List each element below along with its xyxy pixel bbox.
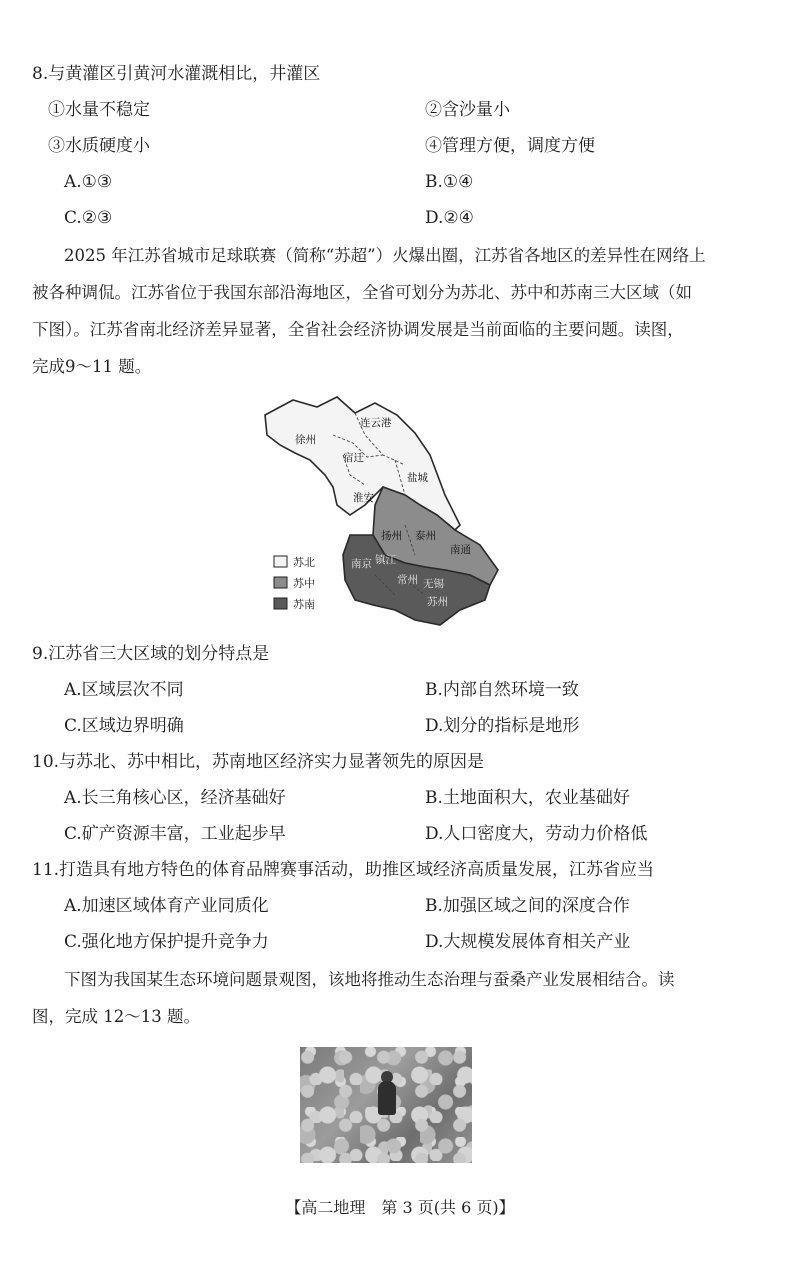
question-10-option-b: B.土地面积大，农业基础好 — [425, 788, 630, 808]
question-9-option-c: C.区域边界明确 — [64, 716, 184, 736]
question-10-stem: 10.与苏北、苏中相比，苏南地区经济实力显著领先的原因是 — [32, 752, 485, 772]
question-10-option-d: D.人口密度大，劳动力价格低 — [425, 824, 648, 844]
intro-1-line-2: 被各种调侃。江苏省位于我国东部沿海地区，全省可划分为苏北、苏中和苏南三大区域（如 — [32, 283, 692, 302]
city-nantong: 南通 — [450, 544, 471, 556]
landscape-photo — [300, 1047, 472, 1163]
question-9-option-a: A.区域层次不同 — [64, 680, 184, 700]
question-9-option-b: B.内部自然环境一致 — [425, 680, 579, 700]
city-changzhou: 常州 — [397, 574, 418, 586]
question-8-stem: 8.与黄灌区引黄河水灌溉相比，井灌区 — [32, 64, 321, 84]
question-11-stem: 11.打造具有地方特色的体育品牌赛事活动，助推区域经济高质量发展，江苏省应当 — [32, 860, 655, 880]
city-suzhou: 苏州 — [427, 596, 448, 608]
question-11-option-b: B.加强区域之间的深度合作 — [425, 896, 630, 916]
city-yangzhou: 扬州 — [381, 530, 402, 542]
intro-1-line-3: 下图）。江苏省南北经济差异显著，全省社会经济协调发展是当前面临的主要问题。读图， — [32, 320, 684, 339]
jiangsu-region-map — [255, 395, 505, 630]
intro-1-line-1: 2025 年江苏省城市足球联赛（简称“苏超”）火爆出圈，江苏省各地区的差异性在网络上 — [64, 246, 706, 265]
question-8-option-d: D.②④ — [425, 208, 474, 228]
city-xuzhou: 徐州 — [295, 434, 316, 446]
question-11-option-d: D.大规模发展体育相关产业 — [425, 932, 631, 952]
question-9-stem: 9.江苏省三大区域的划分特点是 — [32, 644, 270, 664]
city-taizhou: 泰州 — [415, 530, 436, 542]
question-8-item-2: ②含沙量小 — [425, 100, 510, 120]
legend-label-sunan: 苏南 — [293, 598, 315, 611]
page-footer: 【高二地理 第 3 页(共 6 页)】 — [285, 1198, 515, 1217]
legend-label-suzhong: 苏中 — [293, 577, 315, 590]
city-nanjing: 南京 — [351, 558, 372, 570]
legend-swatch-sunan — [274, 598, 287, 609]
question-8-item-3: ③水质硬度小 — [48, 136, 150, 156]
intro-paragraph-2 — [32, 961, 768, 1035]
legend-label-subei: 苏北 — [293, 556, 315, 569]
legend-swatch-suzhong — [274, 577, 287, 588]
question-10-option-a: A.长三角核心区，经济基础好 — [64, 788, 286, 808]
question-8-item-1: ①水量不稳定 — [48, 100, 150, 120]
person-figure — [378, 1081, 396, 1115]
city-huaian: 淮安 — [353, 492, 374, 504]
intro-1-line-4: 完成9～11 题。 — [32, 357, 152, 376]
intro-2-line-2: 图，完成 12～13 题。 — [32, 1007, 200, 1026]
map-legend — [274, 555, 315, 611]
city-lianyungang: 连云港 — [360, 417, 392, 429]
question-11-option-c: C.强化地方保护提升竞争力 — [64, 932, 269, 952]
city-wuxi: 无锡 — [423, 578, 444, 590]
legend-swatch-subei — [274, 556, 287, 567]
question-11-option-a: A.加速区域体育产业同质化 — [64, 896, 269, 916]
city-suqian: 宿迁 — [343, 452, 364, 464]
question-8-item-4: ④管理方便，调度方便 — [425, 136, 595, 156]
question-10-option-c: C.矿产资源丰富，工业起步早 — [64, 824, 286, 844]
question-8-option-c: C.②③ — [64, 208, 113, 228]
intro-paragraph-1 — [32, 237, 768, 385]
question-9-option-d: D.划分的指标是地形 — [425, 716, 580, 736]
intro-2-line-1: 下图为我国某生态环境问题景观图，该地将推动生态治理与蚕桑产业发展相结合。读 — [64, 970, 675, 989]
city-zhenjiang: 镇江 — [375, 554, 396, 566]
question-8-option-a: A.①③ — [64, 172, 113, 192]
city-yancheng: 盐城 — [407, 472, 428, 484]
question-8-option-b: B.①④ — [425, 172, 474, 192]
